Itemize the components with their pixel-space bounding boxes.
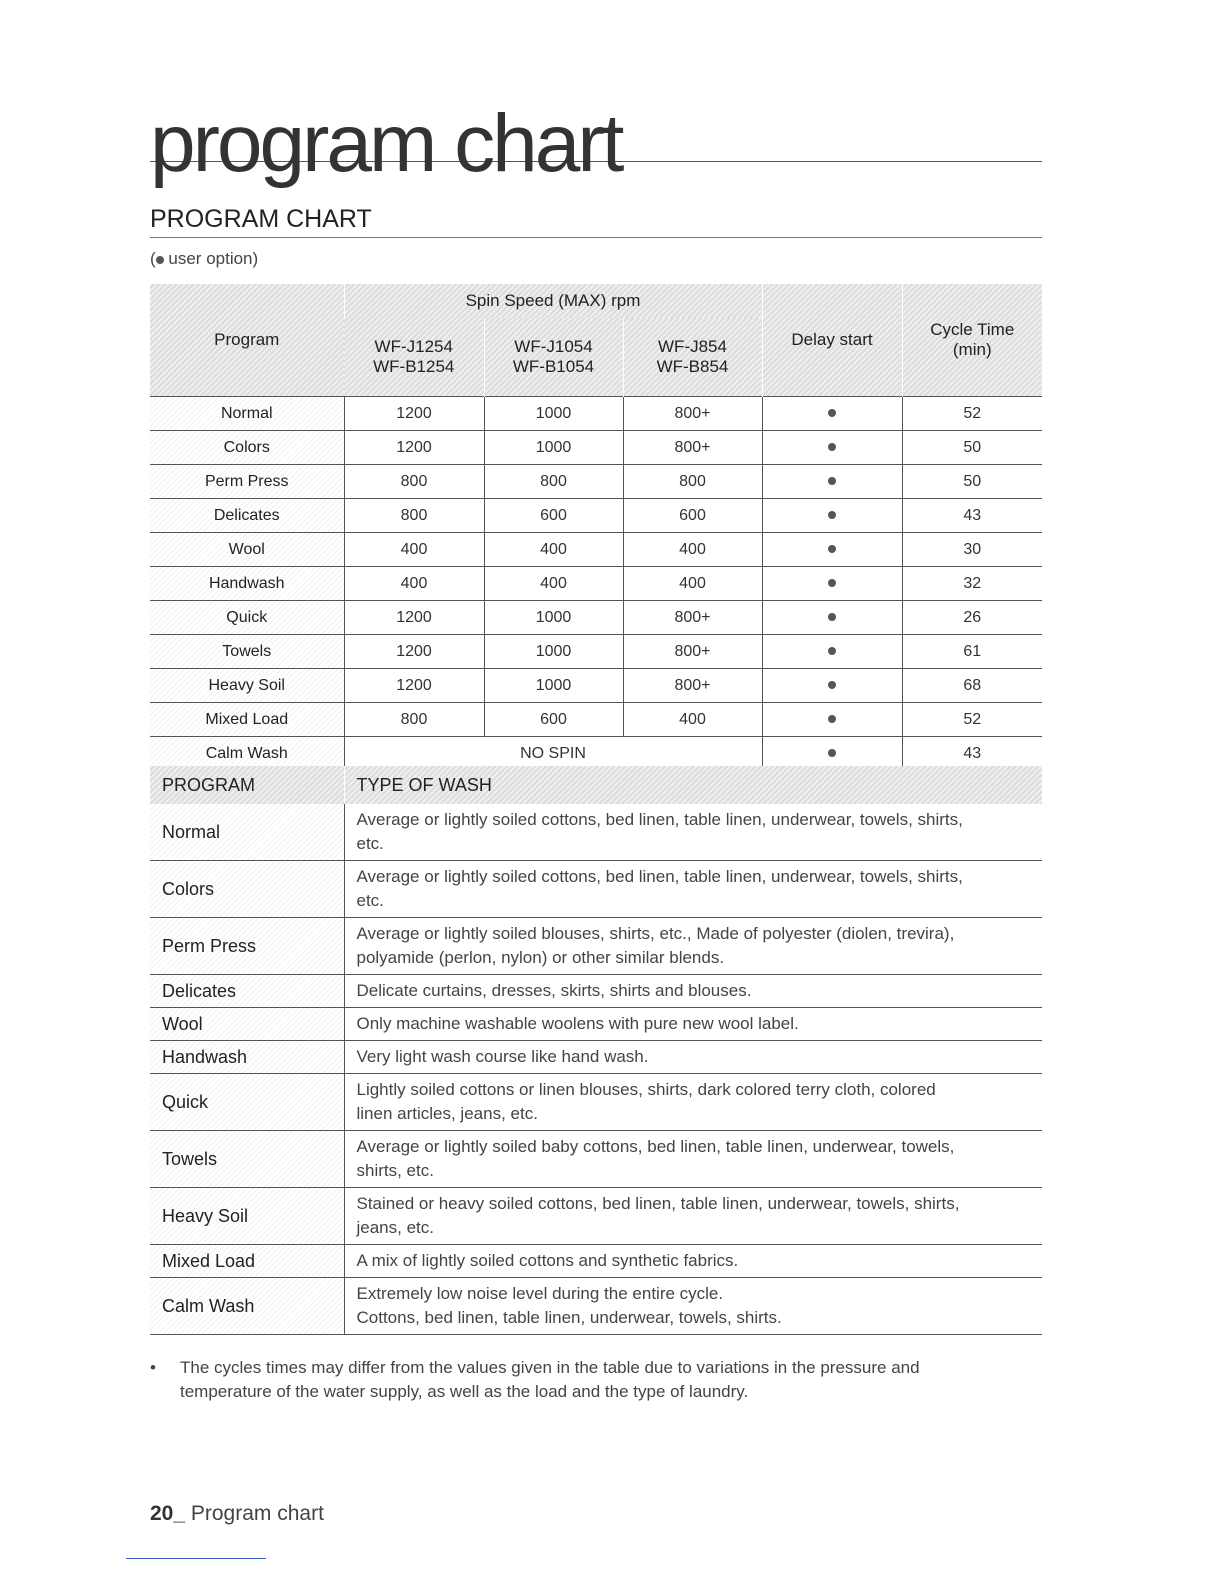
wash-description: Lightly soiled cottons or linen blouses, shirts, dark colored terry cloth, colored linen articles, jeans, etc. xyxy=(344,1074,1042,1131)
delay-start-cell xyxy=(762,635,902,669)
program-name: Wool xyxy=(150,533,344,567)
cycle-time-cell: 30 xyxy=(902,533,1042,567)
program-name: Quick xyxy=(150,1074,344,1131)
delay-start-cell xyxy=(762,601,902,635)
table-row xyxy=(150,601,1042,635)
delay-start-cell xyxy=(762,431,902,465)
spin-speed-cell: 400 xyxy=(484,533,623,567)
delay-start-cell xyxy=(762,499,902,533)
cycle-time-cell: 52 xyxy=(902,703,1042,737)
wash-description: Delicate curtains, dresses, skirts, shirts and blouses. xyxy=(344,975,1042,1008)
footer-divider xyxy=(126,1558,266,1559)
type-of-wash-table xyxy=(150,766,1042,1335)
header-type-of-wash: TYPE OF WASH xyxy=(344,766,1042,804)
program-name: Towels xyxy=(150,1131,344,1188)
program-name: Normal xyxy=(150,397,344,431)
user-option-dot-icon xyxy=(828,579,836,587)
spin-speed-cell: 600 xyxy=(484,499,623,533)
wash-description: Average or lightly soiled blouses, shirts, etc., Made of polyester (diolen, trevira), polyamide (perlon, nylon) or other similar blends. xyxy=(344,918,1042,975)
program-name: Heavy Soil xyxy=(150,1188,344,1245)
user-option-dot-icon xyxy=(828,749,836,757)
program-name: Handwash xyxy=(150,1041,344,1074)
table-row xyxy=(150,669,1042,703)
table-row xyxy=(150,397,1042,431)
user-option-dot-icon xyxy=(828,477,836,485)
wash-description: Very light wash course like hand wash. xyxy=(344,1041,1042,1074)
table-row xyxy=(150,1188,1042,1245)
table-row xyxy=(150,1008,1042,1041)
user-option-dot-icon xyxy=(828,511,836,519)
spin-speed-cell: 1200 xyxy=(344,669,484,703)
spin-speed-cell: 800+ xyxy=(623,397,762,431)
spin-speed-cell: 400 xyxy=(623,533,762,567)
footer-label: Program chart xyxy=(185,1502,324,1525)
program-name: Perm Press xyxy=(150,918,344,975)
cycle-time-cell: 61 xyxy=(902,635,1042,669)
program-name: Calm Wash xyxy=(150,1278,344,1335)
table-row xyxy=(150,1074,1042,1131)
table-row xyxy=(150,1131,1042,1188)
spin-speed-cell: 1200 xyxy=(344,635,484,669)
header-program: Program xyxy=(150,284,344,397)
header-spin-speed: Spin Speed (MAX) rpm xyxy=(344,284,762,318)
program-name: Towels xyxy=(150,635,344,669)
spin-speed-cell: 600 xyxy=(623,499,762,533)
program-name: Perm Press xyxy=(150,465,344,499)
program-name: Handwash xyxy=(150,567,344,601)
table-row xyxy=(150,918,1042,975)
page-footer xyxy=(150,1502,324,1526)
program-name: Calm Wash xyxy=(150,737,344,771)
user-option-dot-icon xyxy=(828,647,836,655)
page-number: 20_ xyxy=(150,1502,186,1525)
table-row xyxy=(150,533,1042,567)
header-model: WF-J854 WF-B854 xyxy=(623,318,762,397)
wash-description: Average or lightly soiled cottons, bed linen, table linen, underwear, towels, shirts, etc. xyxy=(344,861,1042,918)
spin-speed-cell: 1200 xyxy=(344,431,484,465)
delay-start-cell xyxy=(762,703,902,737)
header-delay-start: Delay start xyxy=(762,284,902,397)
section-title: PROGRAM CHART xyxy=(150,205,1042,238)
delay-start-cell xyxy=(762,465,902,499)
spin-speed-cell: 800+ xyxy=(623,601,762,635)
spin-speed-cell: 800 xyxy=(484,465,623,499)
program-name: Mixed Load xyxy=(150,703,344,737)
table-row xyxy=(150,499,1042,533)
delay-start-cell xyxy=(762,533,902,567)
wash-description: Stained or heavy soiled cottons, bed linen, table linen, underwear, towels, shirts, jeans, etc. xyxy=(344,1188,1042,1245)
header-cycle-time: Cycle Time (min) xyxy=(902,284,1042,397)
spin-speed-cell: 1000 xyxy=(484,635,623,669)
wash-description: Average or lightly soiled baby cottons, bed linen, table linen, underwear, towels, shirts, etc. xyxy=(344,1131,1042,1188)
spin-speed-cell: 1200 xyxy=(344,397,484,431)
program-name: Heavy Soil xyxy=(150,669,344,703)
no-spin-cell: NO SPIN xyxy=(344,737,762,771)
wash-description: Only machine washable woolens with pure new wool label. xyxy=(344,1008,1042,1041)
spin-speed-cell: 800+ xyxy=(623,669,762,703)
spin-speed-cell: 1000 xyxy=(484,669,623,703)
spin-speed-cell: 400 xyxy=(623,567,762,601)
user-option-dot-icon xyxy=(828,443,836,451)
spin-speed-cell: 1000 xyxy=(484,431,623,465)
spin-speed-cell: 400 xyxy=(344,567,484,601)
wash-description: Extremely low noise level during the entire cycle. Cottons, bed linen, table linen, underwear, towels, shirts. xyxy=(344,1278,1042,1335)
cycle-time-cell: 68 xyxy=(902,669,1042,703)
cycle-time-cell: 26 xyxy=(902,601,1042,635)
legend: ( user option) xyxy=(150,249,259,268)
page-title: program chart xyxy=(150,95,1042,162)
spin-speed-cell: 400 xyxy=(484,567,623,601)
header-program: PROGRAM xyxy=(150,766,344,804)
spin-speed-cell: 800 xyxy=(623,465,762,499)
cycle-time-cell: 52 xyxy=(902,397,1042,431)
cycle-time-cell: 43 xyxy=(902,737,1042,771)
program-name: Delicates xyxy=(150,975,344,1008)
spin-speed-cell: 1200 xyxy=(344,601,484,635)
table-row xyxy=(150,1041,1042,1074)
program-name: Delicates xyxy=(150,499,344,533)
cycle-time-cell: 50 xyxy=(902,465,1042,499)
delay-start-cell xyxy=(762,669,902,703)
table-row xyxy=(150,1278,1042,1335)
spin-speed-cell: 800+ xyxy=(623,635,762,669)
wash-description: A mix of lightly soiled cottons and synthetic fabrics. xyxy=(344,1245,1042,1278)
cycle-time-cell: 50 xyxy=(902,431,1042,465)
delay-start-cell xyxy=(762,567,902,601)
footnote: • The cycles times may differ from the values given in the table due to variations in the pressure and temperature of the water supply, as well as the load and the type of laundry. xyxy=(150,1358,920,1401)
spin-speed-cell: 800 xyxy=(344,465,484,499)
spin-speed-cell: 800 xyxy=(344,703,484,737)
user-option-dot-icon xyxy=(828,545,836,553)
table-row xyxy=(150,465,1042,499)
bullet-icon: • xyxy=(150,1358,156,1377)
spin-speed-table xyxy=(150,284,1042,771)
table-row xyxy=(150,1245,1042,1278)
header-model: WF-J1054 WF-B1054 xyxy=(484,318,623,397)
user-option-dot-icon xyxy=(828,613,836,621)
header-model: WF-J1254 WF-B1254 xyxy=(344,318,484,397)
spin-speed-cell: 1000 xyxy=(484,397,623,431)
program-name: Mixed Load xyxy=(150,1245,344,1278)
delay-start-cell xyxy=(762,397,902,431)
spin-speed-cell: 400 xyxy=(623,703,762,737)
spin-speed-cell: 800 xyxy=(344,499,484,533)
user-option-dot-icon xyxy=(828,715,836,723)
spin-speed-cell: 800+ xyxy=(623,431,762,465)
table-row xyxy=(150,635,1042,669)
cycle-time-cell: 32 xyxy=(902,567,1042,601)
spin-speed-cell: 400 xyxy=(344,533,484,567)
program-name: Normal xyxy=(150,804,344,861)
user-option-dot-icon xyxy=(828,409,836,417)
program-name: Wool xyxy=(150,1008,344,1041)
spin-speed-cell: 600 xyxy=(484,703,623,737)
user-option-dot-icon xyxy=(828,681,836,689)
program-name: Colors xyxy=(150,861,344,918)
table-row xyxy=(150,567,1042,601)
spin-speed-cell: 1000 xyxy=(484,601,623,635)
table-row xyxy=(150,703,1042,737)
program-name: Quick xyxy=(150,601,344,635)
table-row xyxy=(150,804,1042,861)
program-name: Colors xyxy=(150,431,344,465)
table-row xyxy=(150,975,1042,1008)
user-option-dot-icon xyxy=(156,256,164,264)
table-row xyxy=(150,861,1042,918)
table-row xyxy=(150,431,1042,465)
wash-description: Average or lightly soiled cottons, bed linen, table linen, underwear, towels, shirts, etc. xyxy=(344,804,1042,861)
cycle-time-cell: 43 xyxy=(902,499,1042,533)
